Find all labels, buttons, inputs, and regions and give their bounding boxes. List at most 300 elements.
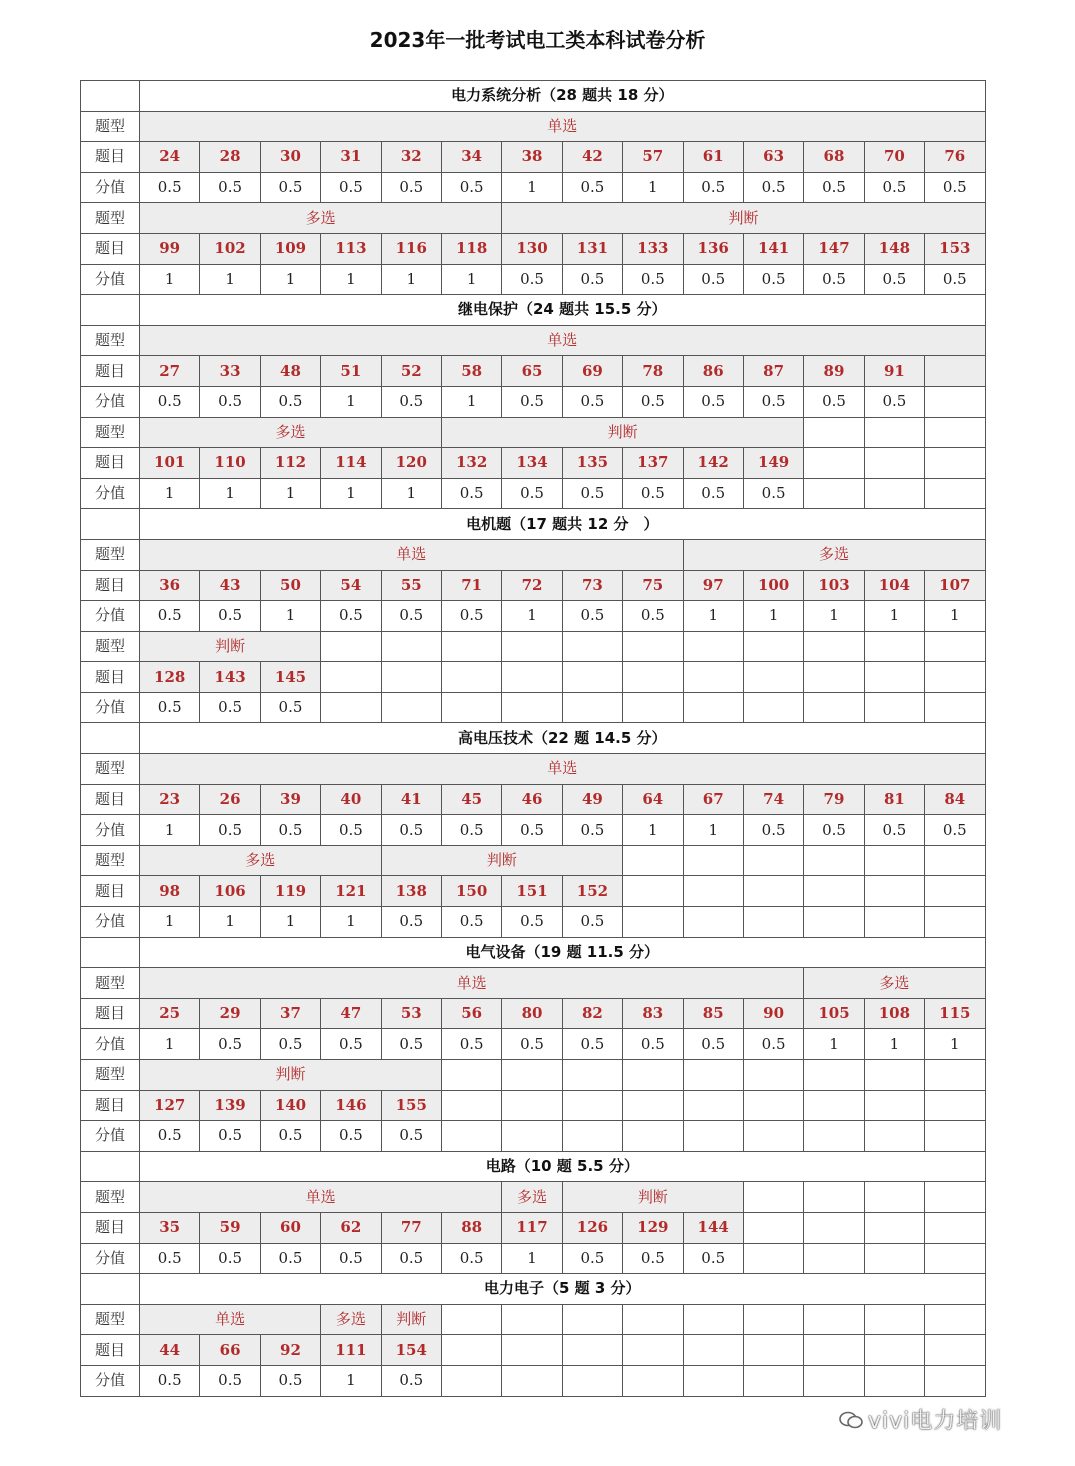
- empty-cell: [743, 662, 803, 693]
- empty-cell: [925, 1090, 985, 1121]
- question-number: 99: [140, 233, 200, 264]
- row-label-score: 分值: [81, 1365, 140, 1396]
- empty-cell: [502, 1121, 562, 1152]
- row-label-score: 分值: [81, 1029, 140, 1060]
- row-label-score: 分值: [81, 1243, 140, 1274]
- empty-cell: [441, 662, 501, 693]
- empty-cell: [804, 876, 864, 907]
- question-number: 133: [623, 233, 683, 264]
- question-row: [81, 1212, 986, 1243]
- empty-cell: [864, 417, 924, 448]
- empty-cell: [381, 662, 441, 693]
- question-type-cell: 多选: [140, 417, 442, 448]
- empty-cell: [743, 1121, 803, 1152]
- empty-cell: [925, 907, 985, 938]
- score-value: 0.5: [321, 815, 381, 846]
- row-label-question: 题目: [81, 1335, 140, 1366]
- empty-cell: [804, 1090, 864, 1121]
- row-label-type: 题型: [81, 325, 140, 356]
- empty-cell: [804, 662, 864, 693]
- type-row: [81, 968, 986, 999]
- empty-cell: [925, 1121, 985, 1152]
- question-number: 114: [321, 448, 381, 479]
- question-number: 131: [562, 233, 622, 264]
- empty-cell: [864, 631, 924, 662]
- score-value: 0.5: [321, 172, 381, 203]
- score-value: 0.5: [200, 172, 260, 203]
- score-value: 0.5: [260, 386, 320, 417]
- corner-cell: [81, 509, 140, 540]
- question-type-cell: 判断: [140, 1060, 442, 1091]
- score-value: 0.5: [804, 264, 864, 295]
- question-number: 46: [502, 784, 562, 815]
- empty-cell: [502, 1060, 562, 1091]
- row-label-score: 分值: [81, 601, 140, 632]
- score-value: 0.5: [260, 1121, 320, 1152]
- type-row: [81, 1060, 986, 1091]
- score-value: 0.5: [864, 386, 924, 417]
- question-number: 98: [140, 876, 200, 907]
- score-value: 0.5: [140, 172, 200, 203]
- score-row: [81, 264, 986, 295]
- section-title: 电机题（17 题共 12 分 ）: [140, 509, 986, 540]
- score-value: 1: [260, 907, 320, 938]
- score-value: 0.5: [441, 1243, 501, 1274]
- empty-cell: [441, 1335, 501, 1366]
- score-value: 0.5: [502, 907, 562, 938]
- row-label-question: 题目: [81, 356, 140, 387]
- question-number: 25: [140, 998, 200, 1029]
- question-number: 40: [321, 784, 381, 815]
- empty-cell: [623, 845, 683, 876]
- score-value: 1: [502, 1243, 562, 1274]
- question-row: [81, 998, 986, 1029]
- score-value: 1: [502, 172, 562, 203]
- score-value: 0.5: [381, 815, 441, 846]
- score-value: 0.5: [864, 264, 924, 295]
- question-number: 48: [260, 356, 320, 387]
- question-type-cell: 多选: [140, 845, 382, 876]
- empty-cell: [925, 1182, 985, 1213]
- question-number: 130: [502, 233, 562, 264]
- score-row: [81, 386, 986, 417]
- score-value: 1: [260, 264, 320, 295]
- row-label-type: 题型: [81, 203, 140, 234]
- type-row: [81, 111, 986, 142]
- empty-cell: [864, 907, 924, 938]
- score-value: 1: [200, 264, 260, 295]
- score-value: 0.5: [381, 907, 441, 938]
- empty-cell: [502, 631, 562, 662]
- question-type-cell: 单选: [140, 968, 804, 999]
- question-number: 100: [743, 570, 803, 601]
- section-title: 高电压技术（22 题 14.5 分）: [140, 723, 986, 754]
- empty-cell: [804, 1121, 864, 1152]
- empty-cell: [743, 692, 803, 723]
- score-value: 0.5: [623, 1243, 683, 1274]
- score-value: 0.5: [502, 815, 562, 846]
- question-number: 108: [864, 998, 924, 1029]
- question-number: 52: [381, 356, 441, 387]
- question-type-cell: 多选: [321, 1304, 381, 1335]
- question-number: 155: [381, 1090, 441, 1121]
- score-value: 0.5: [623, 386, 683, 417]
- score-value: 0.5: [683, 386, 743, 417]
- question-number: 59: [200, 1212, 260, 1243]
- row-label-type: 题型: [81, 417, 140, 448]
- question-number: 151: [502, 876, 562, 907]
- score-value: 1: [804, 601, 864, 632]
- empty-cell: [925, 1243, 985, 1274]
- row-label-question: 题目: [81, 1090, 140, 1121]
- row-label-score: 分值: [81, 172, 140, 203]
- question-number: 45: [441, 784, 501, 815]
- score-value: 0.5: [623, 1029, 683, 1060]
- row-label-question: 题目: [81, 784, 140, 815]
- score-value: 0.5: [562, 478, 622, 509]
- row-label-score: 分值: [81, 1121, 140, 1152]
- question-number: 69: [562, 356, 622, 387]
- question-number: 111: [321, 1335, 381, 1366]
- question-number: 79: [804, 784, 864, 815]
- empty-cell: [864, 1060, 924, 1091]
- empty-cell: [441, 692, 501, 723]
- question-number: 138: [381, 876, 441, 907]
- score-value: 0.5: [743, 172, 803, 203]
- score-value: 0.5: [200, 1365, 260, 1396]
- empty-cell: [864, 1365, 924, 1396]
- question-number: 57: [623, 142, 683, 173]
- question-type-cell: 判断: [441, 417, 803, 448]
- score-value: 1: [200, 478, 260, 509]
- empty-cell: [804, 1182, 864, 1213]
- type-row: [81, 845, 986, 876]
- empty-cell: [925, 448, 985, 479]
- section-title: 电路（10 题 5.5 分）: [140, 1151, 986, 1182]
- question-number: 147: [804, 233, 864, 264]
- score-value: 1: [925, 601, 985, 632]
- empty-cell: [925, 845, 985, 876]
- question-number: 34: [441, 142, 501, 173]
- question-number: 60: [260, 1212, 320, 1243]
- empty-cell: [441, 631, 501, 662]
- empty-cell: [683, 1060, 743, 1091]
- score-value: 0.5: [321, 601, 381, 632]
- question-number: 135: [562, 448, 622, 479]
- score-value: 1: [743, 601, 803, 632]
- row-label-question: 题目: [81, 876, 140, 907]
- question-number: 55: [381, 570, 441, 601]
- question-type-cell: 判断: [502, 203, 985, 234]
- question-row: [81, 1090, 986, 1121]
- question-type-cell: 多选: [502, 1182, 562, 1213]
- score-value: 0.5: [562, 1243, 622, 1274]
- empty-cell: [804, 417, 864, 448]
- question-number: 145: [260, 662, 320, 693]
- question-number: 142: [683, 448, 743, 479]
- score-value: 0.5: [502, 1029, 562, 1060]
- score-value: 0.5: [502, 478, 562, 509]
- score-value: 0.5: [381, 601, 441, 632]
- question-number: 143: [200, 662, 260, 693]
- score-value: 0.5: [683, 1029, 743, 1060]
- empty-cell: [804, 1243, 864, 1274]
- score-value: 0.5: [381, 1365, 441, 1396]
- question-number: 126: [562, 1212, 622, 1243]
- empty-cell: [864, 876, 924, 907]
- empty-cell: [683, 907, 743, 938]
- question-number: 76: [925, 142, 985, 173]
- score-value: 1: [260, 601, 320, 632]
- question-number: 129: [623, 1212, 683, 1243]
- question-number: 24: [140, 142, 200, 173]
- question-number: 85: [683, 998, 743, 1029]
- question-number: 127: [140, 1090, 200, 1121]
- empty-cell: [864, 478, 924, 509]
- section-title: 电力系统分析（28 题共 18 分）: [140, 81, 986, 112]
- empty-cell: [864, 662, 924, 693]
- section-title: 继电保护（24 题共 15.5 分）: [140, 295, 986, 326]
- watermark-text: vivi电力培训: [868, 1409, 1003, 1434]
- question-number: 97: [683, 570, 743, 601]
- empty-cell: [623, 1304, 683, 1335]
- empty-cell: [562, 1121, 622, 1152]
- score-value: 0.5: [864, 815, 924, 846]
- question-number: 84: [925, 784, 985, 815]
- question-number: 71: [441, 570, 501, 601]
- question-number: 118: [441, 233, 501, 264]
- empty-cell: [743, 1365, 803, 1396]
- question-type-cell: 单选: [140, 754, 986, 785]
- question-number: 81: [864, 784, 924, 815]
- score-value: 0.5: [200, 1121, 260, 1152]
- score-value: 0.5: [743, 386, 803, 417]
- question-number: 28: [200, 142, 260, 173]
- score-value: 0.5: [804, 386, 864, 417]
- score-value: 1: [321, 264, 381, 295]
- empty-cell: [925, 876, 985, 907]
- question-number: 139: [200, 1090, 260, 1121]
- score-value: 1: [140, 1029, 200, 1060]
- question-number: 43: [200, 570, 260, 601]
- score-value: 0.5: [381, 1121, 441, 1152]
- score-value: 0.5: [804, 172, 864, 203]
- question-number: 86: [683, 356, 743, 387]
- question-number: 50: [260, 570, 320, 601]
- empty-cell: [381, 631, 441, 662]
- empty-cell: [683, 845, 743, 876]
- corner-cell: [81, 295, 140, 326]
- question-number: 101: [140, 448, 200, 479]
- score-value: 0.5: [683, 172, 743, 203]
- empty-cell: [743, 631, 803, 662]
- question-number: 35: [140, 1212, 200, 1243]
- score-value: 0.5: [441, 478, 501, 509]
- empty-cell: [623, 1121, 683, 1152]
- question-type-cell: 判断: [381, 1304, 441, 1335]
- watermark: [838, 1404, 1002, 1435]
- empty-cell: [321, 631, 381, 662]
- type-row: [81, 417, 986, 448]
- empty-cell: [804, 1212, 864, 1243]
- empty-cell: [502, 1304, 562, 1335]
- question-number: 132: [441, 448, 501, 479]
- empty-cell: [321, 692, 381, 723]
- question-type-cell: 多选: [683, 539, 985, 570]
- row-label-type: 题型: [81, 1182, 140, 1213]
- empty-cell: [925, 1365, 985, 1396]
- score-value: 0.5: [260, 692, 320, 723]
- question-number: 119: [260, 876, 320, 907]
- empty-cell: [804, 845, 864, 876]
- row-label-type: 题型: [81, 111, 140, 142]
- row-label-score: 分值: [81, 386, 140, 417]
- empty-cell: [683, 692, 743, 723]
- empty-cell: [321, 662, 381, 693]
- score-value: 0.5: [562, 1029, 622, 1060]
- score-row: [81, 601, 986, 632]
- empty-cell: [623, 1365, 683, 1396]
- empty-cell: [623, 1335, 683, 1366]
- empty-cell: [864, 1121, 924, 1152]
- question-number: 89: [804, 356, 864, 387]
- question-number: 88: [441, 1212, 501, 1243]
- score-value: 0.5: [441, 907, 501, 938]
- empty-cell: [864, 692, 924, 723]
- question-number: 37: [260, 998, 320, 1029]
- score-value: 0.5: [743, 478, 803, 509]
- score-row: [81, 1029, 986, 1060]
- score-value: 0.5: [562, 172, 622, 203]
- score-value: 1: [140, 264, 200, 295]
- row-label-question: 题目: [81, 448, 140, 479]
- score-value: 0.5: [200, 815, 260, 846]
- score-value: 0.5: [260, 1243, 320, 1274]
- question-number: 27: [140, 356, 200, 387]
- row-label-question: 题目: [81, 998, 140, 1029]
- empty-cell: [441, 1121, 501, 1152]
- score-value: 0.5: [200, 386, 260, 417]
- section-header-row: [81, 81, 986, 112]
- score-value: 1: [864, 1029, 924, 1060]
- question-number: 23: [140, 784, 200, 815]
- score-value: 1: [321, 907, 381, 938]
- empty-cell: [864, 1335, 924, 1366]
- empty-cell: [804, 1335, 864, 1366]
- question-row: [81, 662, 986, 693]
- question-number: 61: [683, 142, 743, 173]
- section-header-row: [81, 723, 986, 754]
- empty-cell: [623, 692, 683, 723]
- empty-cell: [623, 1090, 683, 1121]
- question-number: 82: [562, 998, 622, 1029]
- empty-cell: [683, 662, 743, 693]
- empty-cell: [804, 448, 864, 479]
- question-type-cell: 单选: [140, 1304, 321, 1335]
- score-value: 0.5: [321, 1029, 381, 1060]
- question-number: 66: [200, 1335, 260, 1366]
- empty-cell: [804, 1304, 864, 1335]
- score-value: 1: [804, 1029, 864, 1060]
- score-value: 0.5: [381, 386, 441, 417]
- empty-cell: [683, 876, 743, 907]
- section-header-row: [81, 509, 986, 540]
- empty-cell: [623, 662, 683, 693]
- question-number: 70: [864, 142, 924, 173]
- score-value: 0.5: [321, 1121, 381, 1152]
- question-number: 31: [321, 142, 381, 173]
- question-number: 33: [200, 356, 260, 387]
- question-number: 92: [260, 1335, 320, 1366]
- wechat-icon: [838, 1410, 864, 1430]
- question-number: 106: [200, 876, 260, 907]
- score-value: 1: [864, 601, 924, 632]
- question-number: 41: [381, 784, 441, 815]
- score-value: 1: [502, 601, 562, 632]
- question-number: 115: [925, 998, 985, 1029]
- question-type-cell: 单选: [140, 1182, 502, 1213]
- row-label-score: 分值: [81, 692, 140, 723]
- exam-analysis-table: [80, 80, 986, 1397]
- empty-cell: [925, 1060, 985, 1091]
- question-number: 65: [502, 356, 562, 387]
- empty-cell: [743, 845, 803, 876]
- empty-cell: [743, 1335, 803, 1366]
- score-value: 0.5: [562, 907, 622, 938]
- score-value: 1: [623, 815, 683, 846]
- question-number: 47: [321, 998, 381, 1029]
- question-number: 153: [925, 233, 985, 264]
- score-row: [81, 1121, 986, 1152]
- score-value: 0.5: [562, 601, 622, 632]
- empty-cell: [502, 692, 562, 723]
- empty-cell: [502, 662, 562, 693]
- score-value: 0.5: [441, 601, 501, 632]
- question-number: 72: [502, 570, 562, 601]
- score-value: 1: [140, 815, 200, 846]
- score-value: 0.5: [623, 601, 683, 632]
- row-label-question: 题目: [81, 142, 140, 173]
- question-number: 110: [200, 448, 260, 479]
- score-row: [81, 172, 986, 203]
- empty-cell: [683, 1121, 743, 1152]
- score-row: [81, 907, 986, 938]
- row-label-type: 题型: [81, 1060, 140, 1091]
- question-number: 44: [140, 1335, 200, 1366]
- score-value: 0.5: [140, 386, 200, 417]
- question-type-cell: 单选: [140, 111, 986, 142]
- empty-cell: [864, 1090, 924, 1121]
- question-number: 149: [743, 448, 803, 479]
- row-label-score: 分值: [81, 264, 140, 295]
- empty-cell: [502, 1365, 562, 1396]
- empty-cell: [683, 631, 743, 662]
- question-type-cell: 判断: [140, 631, 321, 662]
- row-label-type: 题型: [81, 968, 140, 999]
- score-value: 0.5: [140, 692, 200, 723]
- question-number: 32: [381, 142, 441, 173]
- score-value: 1: [623, 172, 683, 203]
- section-title: 电气设备（19 题 11.5 分）: [140, 937, 986, 968]
- question-type-cell: 多选: [804, 968, 985, 999]
- empty-cell: [864, 1304, 924, 1335]
- section-title: 电力电子（5 题 3 分）: [140, 1274, 986, 1305]
- row-label-type: 题型: [81, 631, 140, 662]
- score-value: 0.5: [925, 172, 985, 203]
- question-number: 113: [321, 233, 381, 264]
- question-number: 152: [562, 876, 622, 907]
- type-row: [81, 539, 986, 570]
